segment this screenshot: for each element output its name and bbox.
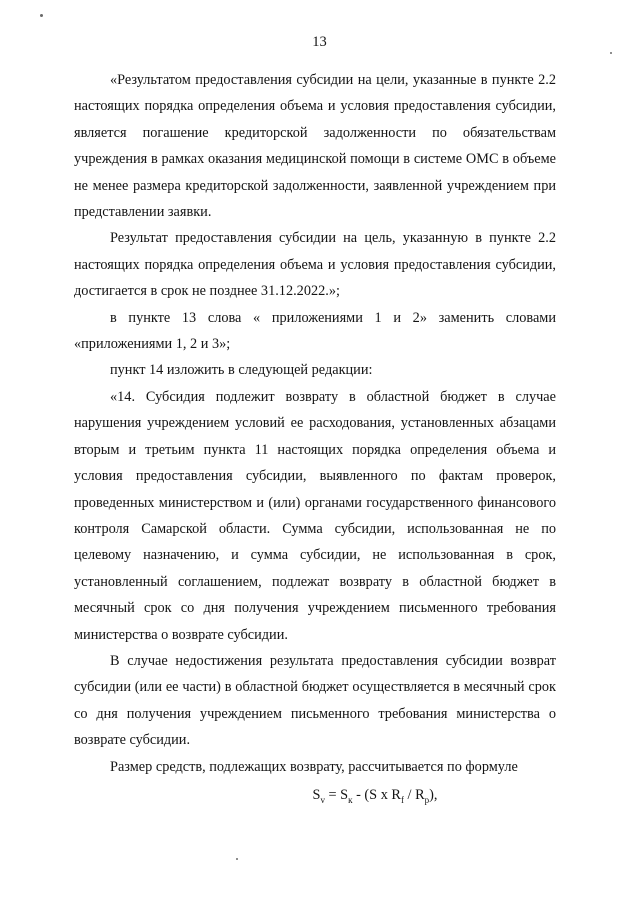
paragraph-point-13: в пункте 13 слова « приложениями 1 и 2» заменить словами «приложениями 1, 2 и 3»; — [74, 309, 556, 353]
page-number: 13 — [312, 34, 327, 50]
paragraph-result-deadline: Результат предоставления субсидии на цель, указанную в пункте 2.2 настоящих порядка определения объема и условия предоставления субсидии, достигается в срок не позднее 31.12.2022.»; — [74, 230, 556, 300]
scan-speck — [236, 858, 238, 860]
scan-speck — [610, 52, 612, 54]
refund-formula: $S_v = S_к - (S$ x $R_f / R_p$), — [312, 786, 438, 805]
paragraph-point-14-intro: пункт 14 изложить в следующей редакции: — [110, 362, 373, 379]
paragraph-result-goal: «Результатом предоставления субсидии на цели, указанные в пункте 2.2 настоящих порядка определения объема и условия предоставления субсидии, является погашение кредиторской задолженности по обязательствам учреждения в рамках оказания медицинской помощи в системе ОМС в объеме не менее размера кредиторской задолженности, заявленной учреждением при представлении заявки. — [74, 72, 556, 221]
paragraph-non-achievement: В случае недостижения результата предоставления субсидии возврат субсидии (или ее части) в областной бюджет осуществляется в месячный срок со дня получения учреждением письменного требования министерства о возврате субсидии. — [74, 652, 556, 749]
paragraph-formula-intro: Размер средств, подлежащих возврату, рассчитывается по формуле — [110, 758, 518, 775]
scan-speck — [40, 14, 43, 17]
paragraph-point-14: «14. Субсидия подлежит возврату в областной бюджет в случае нарушения учреждением условий ее расходования, установленных абзацами вторым и третьим пункта 11 настоящих порядка определения объема и условия предоставления субсидии, выявленного по фактам проверок, проведенных министерством и (или) органами государственного финансового контроля Самарской области. Сумма субсидии, использованная не по целевому назначению, и сумма субсидии, не использованная в срок, установленный соглашением, подлежат возврату в областной бюджет в месячный срок со дня получения учреждением письменного требования министерства о возврате субсидии. — [74, 388, 556, 643]
document-body — [74, 67, 556, 813]
